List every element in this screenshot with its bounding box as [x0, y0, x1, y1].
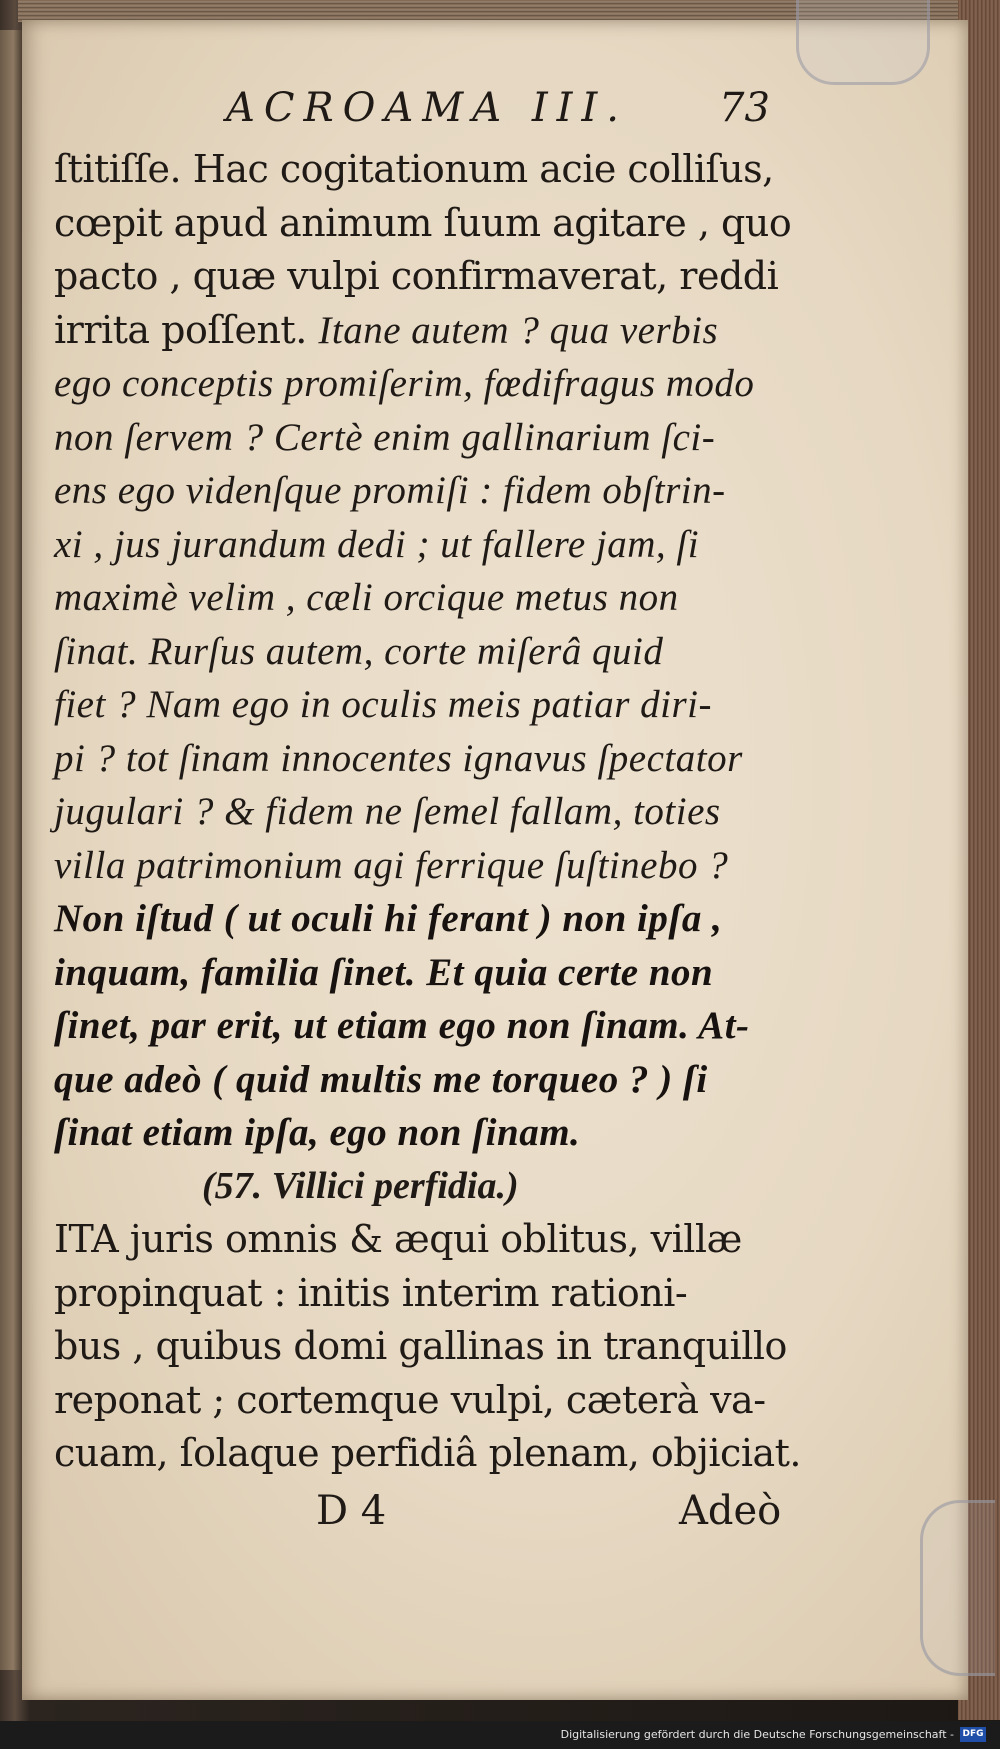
text-line-italic-part: Itane autem ? qua verbis	[318, 308, 719, 352]
catchword: Adeò	[679, 1487, 782, 1534]
text-line: non ſervem ? Certè enim gallinarium ſci-	[54, 415, 716, 459]
text-line: ſtitiſſe. Hac cogitationum acie colliſus,	[54, 147, 774, 191]
text-line: reponat ; cortemque vulpi, cæterà va-	[54, 1377, 766, 1422]
text-line: ego conceptis promiſerim, fœdifragus modo	[54, 362, 755, 405]
running-head	[54, 85, 814, 143]
text-line	[54, 304, 814, 358]
dfg-logo: DFG	[960, 1727, 986, 1742]
text-line: propinquat : initis interim rationi-	[54, 1270, 688, 1315]
text-line: cuam, ſolaque perfidiâ plenam, objiciat.	[54, 1431, 801, 1475]
text-line: ſinet, par erit, ut etiam ego non ſinam. At-	[54, 1004, 750, 1047]
credit-bar	[0, 1721, 1000, 1749]
text-line-roman-part: irrita poſſent.	[54, 307, 319, 352]
text-line: fiet ? Nam ego in oculis meis patiar diri-	[54, 683, 712, 726]
section-heading: (57. Villici perfidia.)	[202, 1164, 519, 1207]
running-head-title: ACROAMA III.	[226, 85, 628, 131]
page-clip-top	[796, 0, 930, 85]
text-line: villa patrimonium agi ferrique ſuſtinebo ?	[54, 843, 729, 887]
facing-page-edge	[0, 30, 22, 1670]
text-line: cœpit apud animum ſuum agitare , quo	[54, 200, 792, 245]
signature-mark: D 4	[316, 1487, 387, 1534]
page-number: 73	[719, 85, 770, 131]
page-footer	[54, 1481, 814, 1541]
text-line: maximè velim , cæli orcique metus non	[54, 576, 679, 619]
page-clip-right	[920, 1500, 995, 1676]
text-line: bus , quibus domi gallinas in tranquillo	[54, 1324, 787, 1368]
text-line: pacto , quæ vulpi confirmaverat, reddi	[54, 254, 779, 298]
text-line: ſinat. Rurſus autem, corte miſerâ quid	[54, 629, 664, 673]
body-text	[54, 143, 814, 1481]
text-line: jugulari ? & fidem ne ſemel fallam, toties	[54, 790, 721, 833]
text-line: ens ego videnſque promiſi : fidem obſtrin-	[54, 469, 726, 512]
text-line: pi ? tot ſinam innocentes ignavus ſpectator	[54, 736, 743, 780]
credit-text: Digitalisierung gefördert durch die Deutsche Forschungsgemeinschaft -	[560, 1728, 954, 1741]
page-text	[54, 85, 814, 1541]
text-line: inquam, familia ſinet. Et quia certe non	[54, 950, 714, 994]
text-line: xi , jus jurandum dedi ; ut fallere jam, ſi	[54, 522, 700, 566]
text-line: que adeò ( quid multis me torqueo ? ) ſi	[54, 1057, 708, 1101]
text-line: Non iſtud ( ut oculi hi ferant ) non ipſa ,	[54, 897, 723, 940]
text-line: ſinat etiam ipſa, ego non ſinam.	[54, 1111, 581, 1154]
text-line: ITA juris omnis & æqui oblitus, villæ	[54, 1217, 742, 1261]
